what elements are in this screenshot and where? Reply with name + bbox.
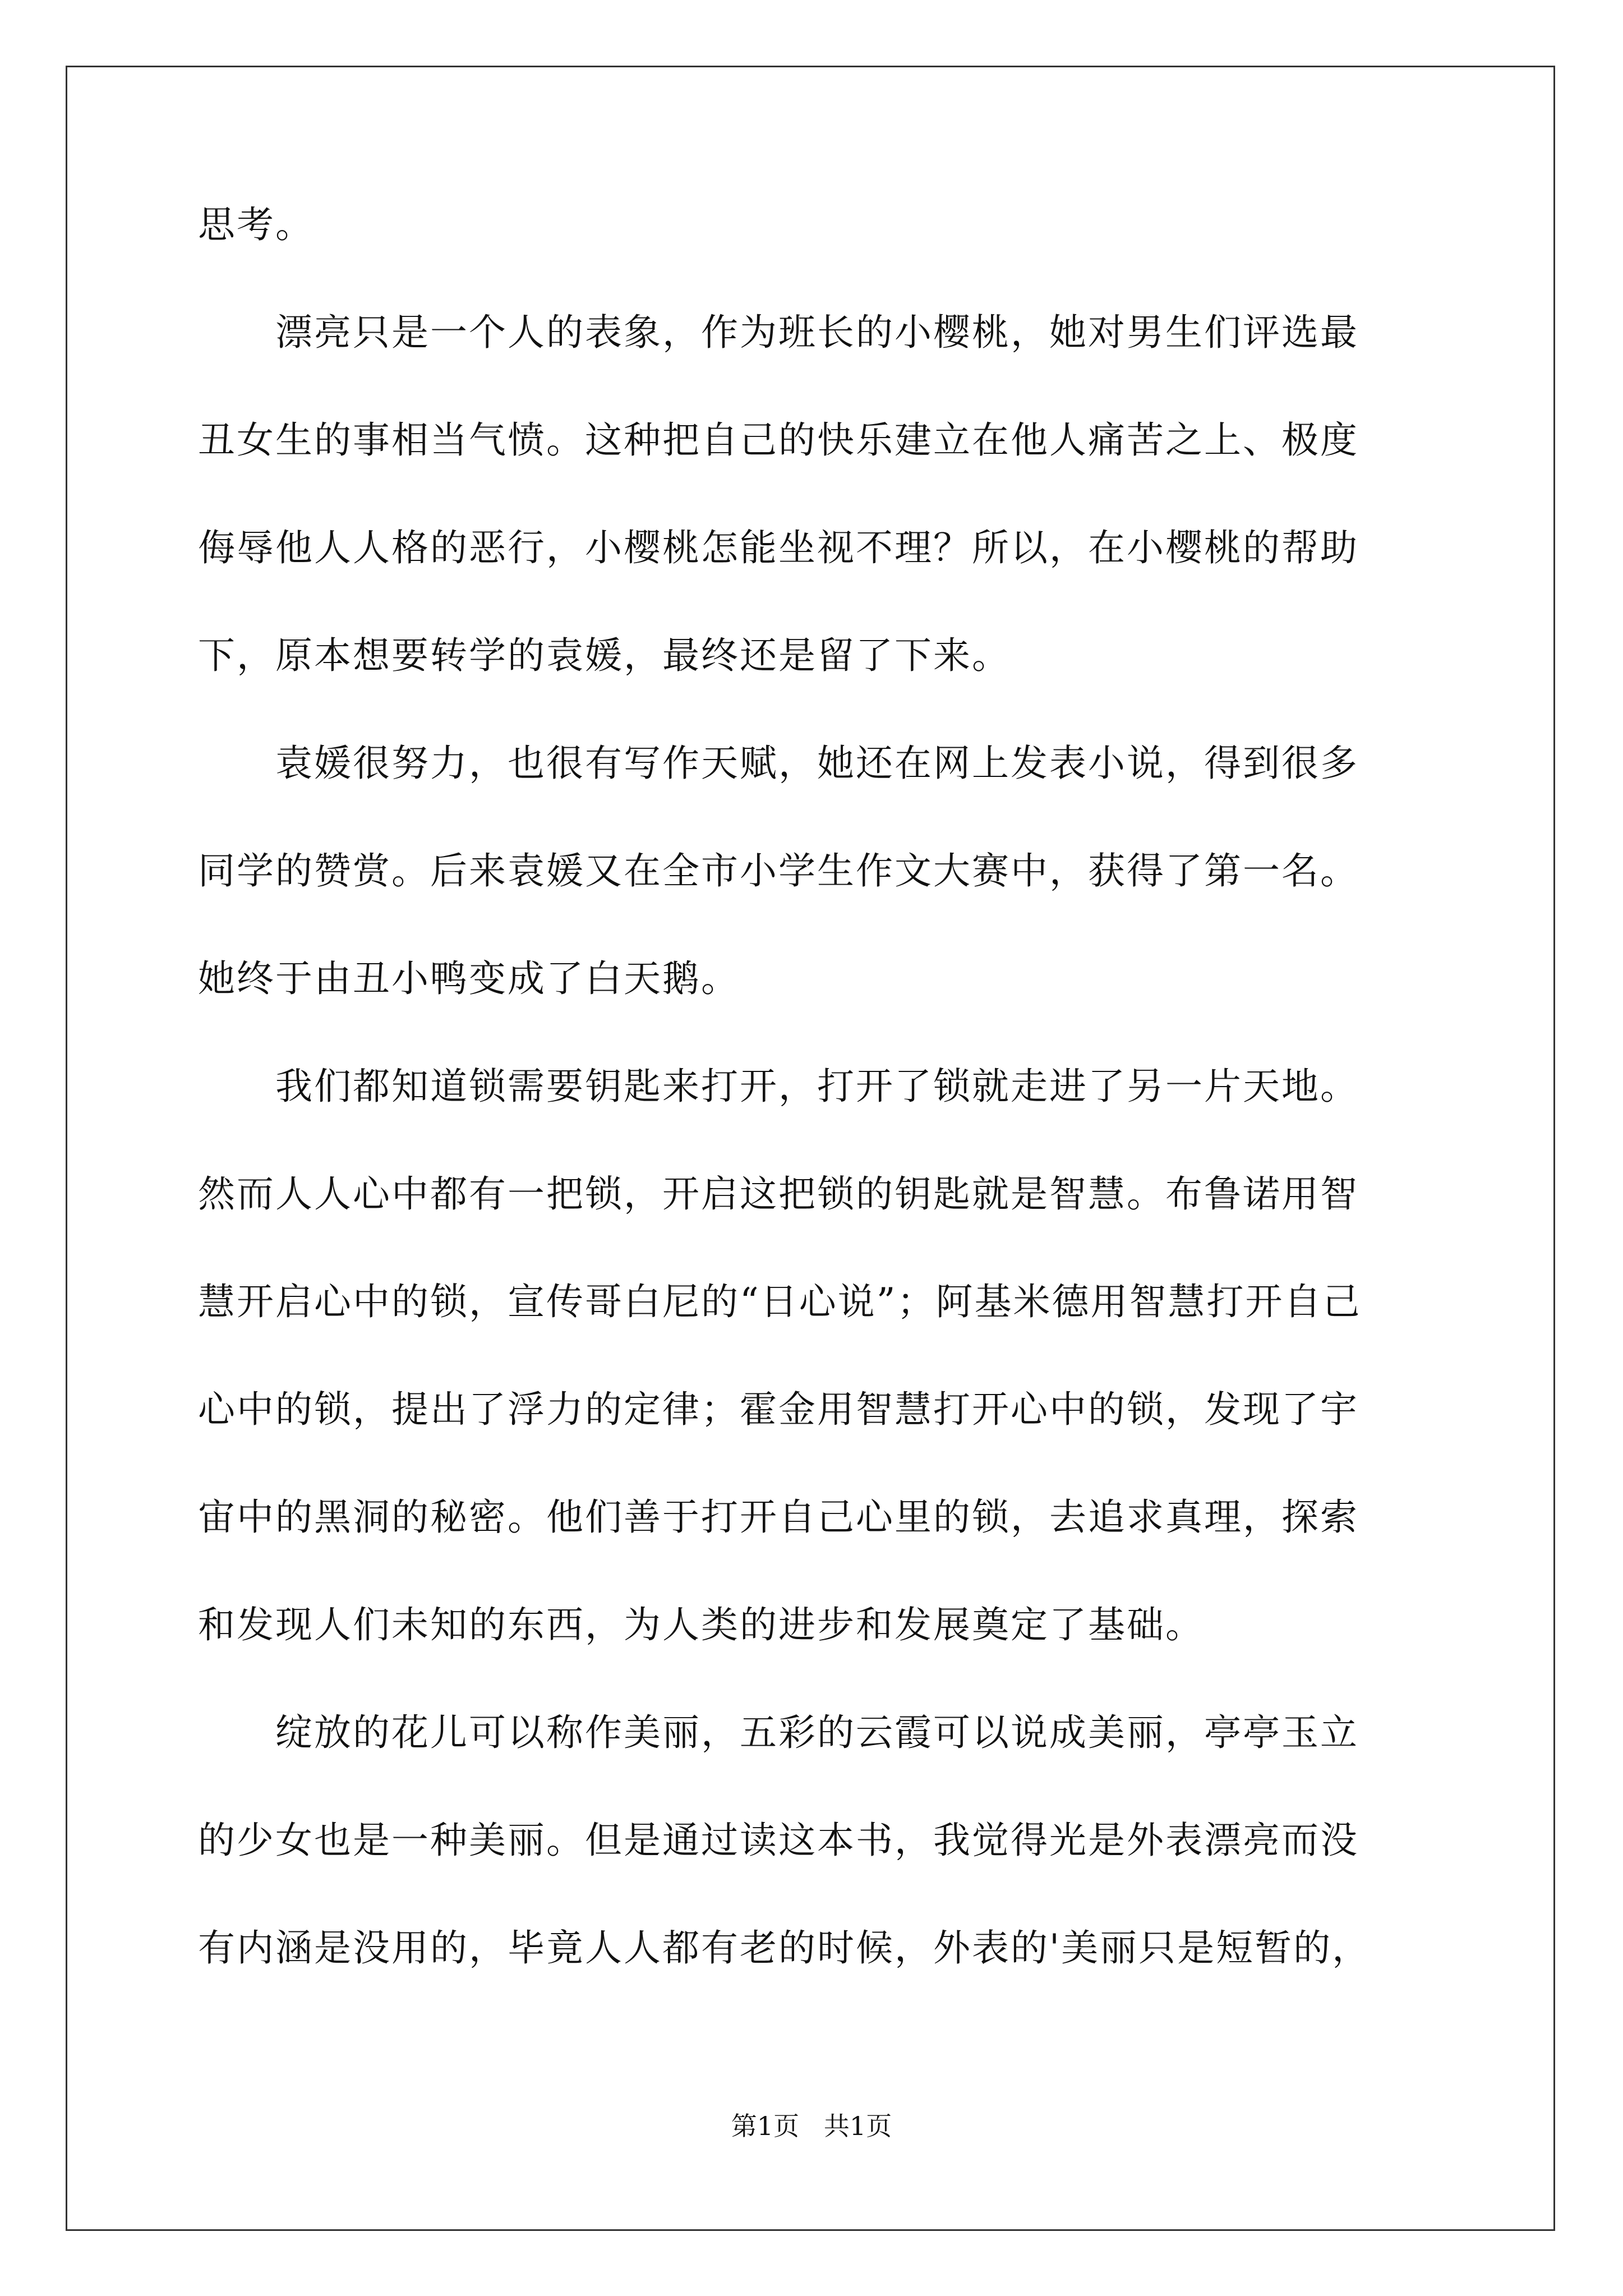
- text-line: 心中的锁，提出了浮力的定律；霍金用智慧打开心中的锁，发现了宇: [198, 1388, 1359, 1431]
- text-line: 丑女生的事相当气愤。这种把自己的快乐建立在他人痛苦之上、极度: [198, 418, 1359, 462]
- document-body: [198, 203, 1421, 2037]
- text-line: 下，原本想要转学的袁媛，最终还是留了下来。: [198, 634, 1011, 677]
- text-line: 漂亮只是一个人的表象，作为班长的小樱桃，她对男生们评选最: [198, 311, 1359, 354]
- text-line: 袁媛很努力，也很有写作天赋，她还在网上发表小说，得到很多: [198, 742, 1359, 785]
- text-line: 和发现人们未知的东西，为人类的进步和发展奠定了基础。: [198, 1603, 1204, 1646]
- text-line: 思考。: [198, 203, 314, 246]
- text-line: 绽放的花儿可以称作美丽，五彩的云霞可以说成美丽，亭亭玉立: [198, 1711, 1359, 1754]
- text-line: 的少女也是一种美丽。但是通过读这本书，我觉得光是外表漂亮而没: [198, 1819, 1359, 1862]
- text-line: 侮辱他人人格的恶行，小樱桃怎能坐视不理？所以，在小樱桃的帮助: [198, 526, 1359, 569]
- text-line: 同学的赞赏。后来袁媛又在全市小学生作文大赛中，获得了第一名。: [198, 849, 1359, 892]
- text-line: 我们都知道锁需要钥匙来打开，打开了锁就走进了另一片天地。: [198, 1065, 1359, 1108]
- text-line: 宙中的黑洞的秘密。他们善于打开自己心里的锁，去追求真理，探索: [198, 1496, 1359, 1539]
- page-footer: 第1页 共1页: [731, 2111, 892, 2141]
- text-line: 然而人人心中都有一把锁，开启这把锁的钥匙就是智慧。布鲁诺用智: [198, 1172, 1359, 1216]
- text-line: 慧开启心中的锁，宣传哥白尼的“日心说”；阿基米德用智慧打开自己: [198, 1280, 1362, 1323]
- text-line: 她终于由丑小鸭变成了白天鹅。: [198, 957, 740, 1000]
- text-line: 有内涵是没用的，毕竟人人都有老的时候，外表的'美丽只是短暂的，: [198, 1926, 1371, 1970]
